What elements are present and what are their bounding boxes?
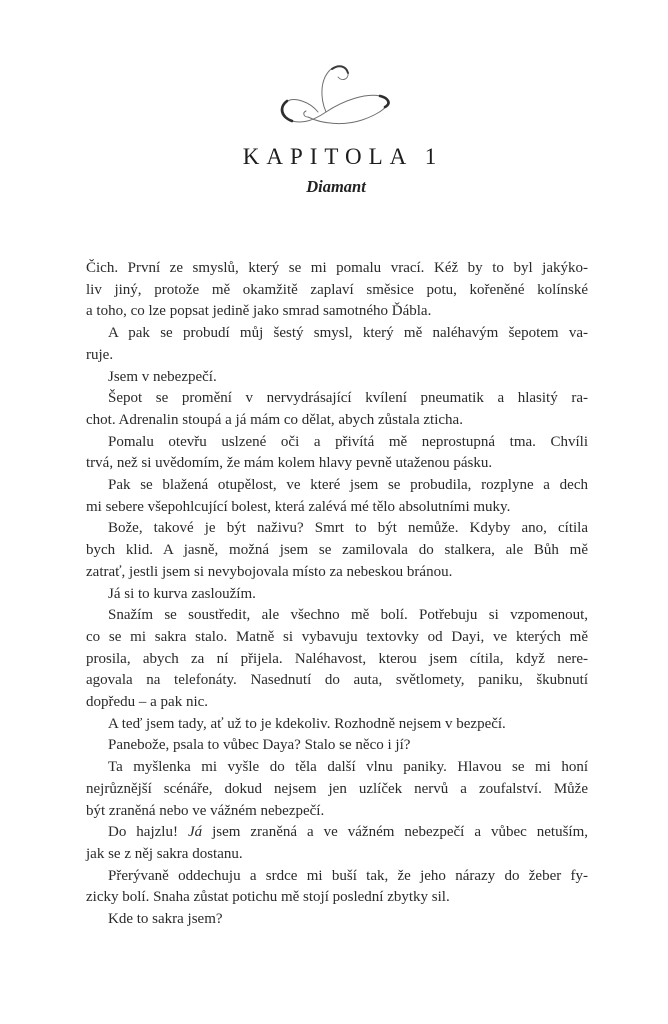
paragraph: [86, 518, 588, 583]
text-line: Šepot se promění v nervydrásající kvílení pneumatik a hlasitý ra-: [108, 390, 588, 407]
paragraph: [86, 866, 588, 909]
text-line: zatrať, jestli jsem si nevybojovala místo za nebeskou bránou.: [86, 563, 453, 580]
flourish-ornament-icon: [265, 60, 403, 140]
text-line: A teď jsem tady, ať už to je kdekoliv. Rozhodně nejsem v bezpečí.: [108, 715, 506, 732]
paragraph: [86, 909, 588, 931]
chapter-subtitle: Diamant: [306, 177, 366, 196]
text-line: chot. Adrenalin stoupá a já mám co dělat, abych zůstala zticha.: [86, 411, 463, 428]
paragraph: [86, 475, 588, 518]
text-line: Ta myšlenka mi vyšle do těla další vlnu paniky. Hlavou se mi honí: [108, 759, 588, 776]
text-line: ruje.: [86, 346, 114, 363]
text-line: Panebože, psala to vůbec Daya? Stalo se něco i jí?: [108, 737, 411, 754]
paragraph: [86, 822, 588, 865]
text-line: Kde to sakra jsem?: [108, 911, 223, 928]
text-line: být zraněná nebo ve vážném nebezpečí.: [86, 802, 325, 819]
paragraph: [86, 258, 588, 323]
text-line: prosila, abych za ní přijela. Naléhavost, kterou jsem cítila, když nere-: [86, 650, 588, 667]
text-line: a toho, co lze popsat jedině jako smrad samotného Ďábla.: [86, 303, 432, 320]
text-line: Do hajzlu! Já jsem zraněná a ve vážném nebezpečí a vůbec netuším,: [108, 824, 588, 841]
ornament-container: [0, 60, 668, 140]
text-line: Snažím se soustředit, ale všechno mě bolí. Potřebuju si vzpomenout,: [108, 607, 588, 624]
text-line: Bože, takové je být naživu? Smrt to být nemůže. Kdyby ano, cítila: [108, 520, 588, 537]
text-line: Jsem v nebezpečí.: [108, 368, 217, 385]
text-line: agovala na telefonáty. Nasednutí do auta, světlomety, paniku, škubnutí: [86, 672, 588, 689]
text-line: liv jiný, protože mě okamžitě zaplaví směsice potu, kořeněné kolínské: [86, 281, 588, 298]
text-line: co se mi sakra stalo. Matně si vybavuju textovky od Dayi, ve kterých mě: [86, 628, 588, 645]
text-line: trvá, než si uvědomím, že mám kolem hlavy pevně utaženou pásku.: [86, 455, 493, 472]
text-line: Pak se blažená otupělost, ve které jsem se probudila, rozplyne a dech: [108, 477, 588, 494]
text-line: jak se z něj sakra dostanu.: [86, 845, 243, 862]
text-line: mi sebere všepohlcující bolest, která zalévá mé tělo absolutními muky.: [86, 498, 511, 515]
text-line: bych klid. A jasně, možná jsem se zamilovala do stalkera, ale Bůh mě: [86, 542, 588, 559]
text-line: zicky bolí. Snaha zůstat potichu mě stojí poslední zbytky sil.: [86, 889, 450, 906]
text-line: Čich. První ze smyslů, který se mi pomalu vrací. Kéž by to byl jakýko-: [86, 260, 588, 276]
chapter-title: KAPITOLA 1: [242, 144, 444, 169]
paragraph: [86, 714, 588, 736]
paragraph: [86, 605, 588, 714]
text-line: Přerývaně oddechuju a srdce mi buší tak, že jeho nárazy do žeber fy-: [108, 867, 588, 884]
paragraph: [86, 323, 588, 366]
paragraph: [86, 584, 588, 606]
paragraph: [86, 388, 588, 431]
body-text: [86, 258, 588, 931]
paragraph: [86, 367, 588, 389]
text-line: Já si to kurva zasloužím.: [108, 585, 256, 602]
text-line: nejrůznější scénáře, dokud nejsem jen uzlíček nervů a zoufalství. Může: [86, 780, 588, 797]
text-line: dopředu – a pak nic.: [86, 694, 209, 711]
paragraph: [86, 757, 588, 822]
paragraph: [86, 735, 588, 757]
paragraph: [86, 432, 588, 475]
text-line: Pomalu otevřu uslzené oči a přivítá mě neprostupná tma. Chvíli: [108, 433, 588, 450]
text-line: A pak se probudí můj šestý smysl, který mě naléhavým šepotem va-: [108, 325, 588, 342]
